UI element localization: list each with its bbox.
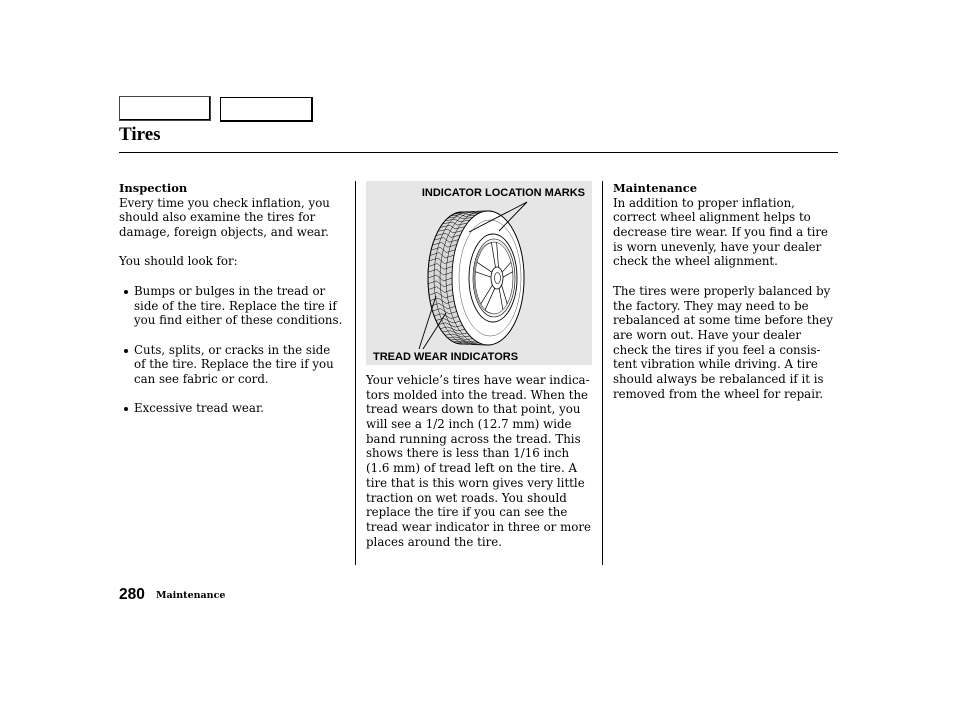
maintenance-line: check the wheel alignment. xyxy=(613,254,778,269)
wheel-center-cap xyxy=(495,273,501,284)
paragraph-spacer xyxy=(119,269,349,284)
paragraph-spacer xyxy=(119,240,349,255)
maintenance-line: is worn unevenly, have your dealer xyxy=(613,239,822,254)
indicator-location-marks-label: INDICATOR LOCATION MARKS xyxy=(421,187,585,199)
bullet-text-line: of the tire. Replace the tire if you xyxy=(134,357,334,372)
maintenance-line: tent vibration while driving. A tire xyxy=(613,357,818,372)
title-divider xyxy=(119,152,838,153)
nav-button-1[interactable] xyxy=(119,96,211,121)
wear-indicator-line: band running across the tread. This xyxy=(366,431,581,446)
wear-indicator-line: tire that is this worn gives very little xyxy=(366,475,585,490)
tread-wear-indicator-text xyxy=(366,373,598,549)
footer-section-label: Maintenance xyxy=(156,590,226,601)
maintenance-line: decrease tire wear. If you find a tire xyxy=(613,225,828,240)
bullet-text-line: Excessive tread wear. xyxy=(134,401,265,416)
inspection-intro-line: should also examine the tires for xyxy=(119,210,316,225)
wear-indicator-line: traction on wet roads. You should xyxy=(366,490,567,505)
bullet-text-line: Cuts, splits, or cracks in the side xyxy=(134,342,331,357)
bullet-first-line xyxy=(119,284,349,299)
inspection-heading: Inspection xyxy=(119,181,188,195)
wear-indicator-line: places around the tire. xyxy=(366,534,502,549)
bullet-icon xyxy=(124,290,128,294)
bullet-icon xyxy=(124,407,128,411)
tire-figure xyxy=(366,181,592,365)
column-divider xyxy=(602,181,603,565)
bullet-first-line xyxy=(119,401,349,416)
maintenance-line: In addition to proper inflation, xyxy=(613,195,795,210)
nav-button-2[interactable] xyxy=(220,97,313,122)
bullet-item xyxy=(119,401,349,416)
bullet-icon xyxy=(124,349,128,353)
wear-indicator-line: tread wears down to that point, you xyxy=(366,402,581,417)
maintenance-line: are worn out. Have your dealer xyxy=(613,327,801,342)
wear-indicator-line: tread wear indicator in three or more xyxy=(366,519,591,534)
bullet-text-line: side of the tire. Replace the tire if xyxy=(134,298,337,313)
maintenance-line: The tires were properly balanced by xyxy=(613,283,831,298)
inspection-section xyxy=(119,181,349,416)
maintenance-line: check the tires if you feel a consis- xyxy=(613,342,821,357)
maintenance-heading: Maintenance xyxy=(613,181,698,195)
bullet-item xyxy=(119,343,349,387)
wear-indicator-line: Your vehicle’s tires have wear indica- xyxy=(366,373,590,387)
bullet-item xyxy=(119,284,349,328)
inspection-intro-line: damage, foreign objects, and wear. xyxy=(119,225,329,240)
wear-indicator-line: shows there is less than 1/16 inch xyxy=(366,446,570,461)
bullet-text-line: can see fabric or cord. xyxy=(134,371,269,386)
bullet-text-line: Bumps or bulges in the tread or xyxy=(134,283,326,298)
page-title: Tires xyxy=(119,124,161,145)
maintenance-section xyxy=(613,181,845,401)
maintenance-line: the factory. They may need to be xyxy=(613,298,809,313)
column-divider xyxy=(355,181,356,565)
paragraph-spacer xyxy=(119,387,349,402)
tire-illustration xyxy=(366,181,592,365)
bullet-text-line: you find either of these conditions. xyxy=(134,313,343,328)
wear-indicator-line: (1.6 mm) of tread left on the tire. A xyxy=(366,461,578,476)
look-for-line: You should look for: xyxy=(119,254,238,269)
page-number: 280 xyxy=(119,586,145,603)
wear-indicator-line: replace the tire if you can see the xyxy=(366,505,568,520)
wear-indicator-line: will see a 1/2 inch (12.7 mm) wide xyxy=(366,417,572,432)
maintenance-line: correct wheel alignment helps to xyxy=(613,210,811,225)
wear-indicator-line: tors molded into the tread. When the xyxy=(366,387,589,402)
bullet-first-line xyxy=(119,343,349,358)
paragraph-spacer xyxy=(613,269,845,284)
paragraph-spacer xyxy=(119,328,349,343)
tread-wear-indicators-label: TREAD WEAR INDICATORS xyxy=(373,351,519,363)
maintenance-line: should always be rebalanced if it is xyxy=(613,371,824,386)
inspection-intro-line: Every time you check inflation, you xyxy=(119,195,330,210)
maintenance-line: removed from the wheel for repair. xyxy=(613,386,824,401)
maintenance-line: rebalanced at some time before they xyxy=(613,313,833,328)
